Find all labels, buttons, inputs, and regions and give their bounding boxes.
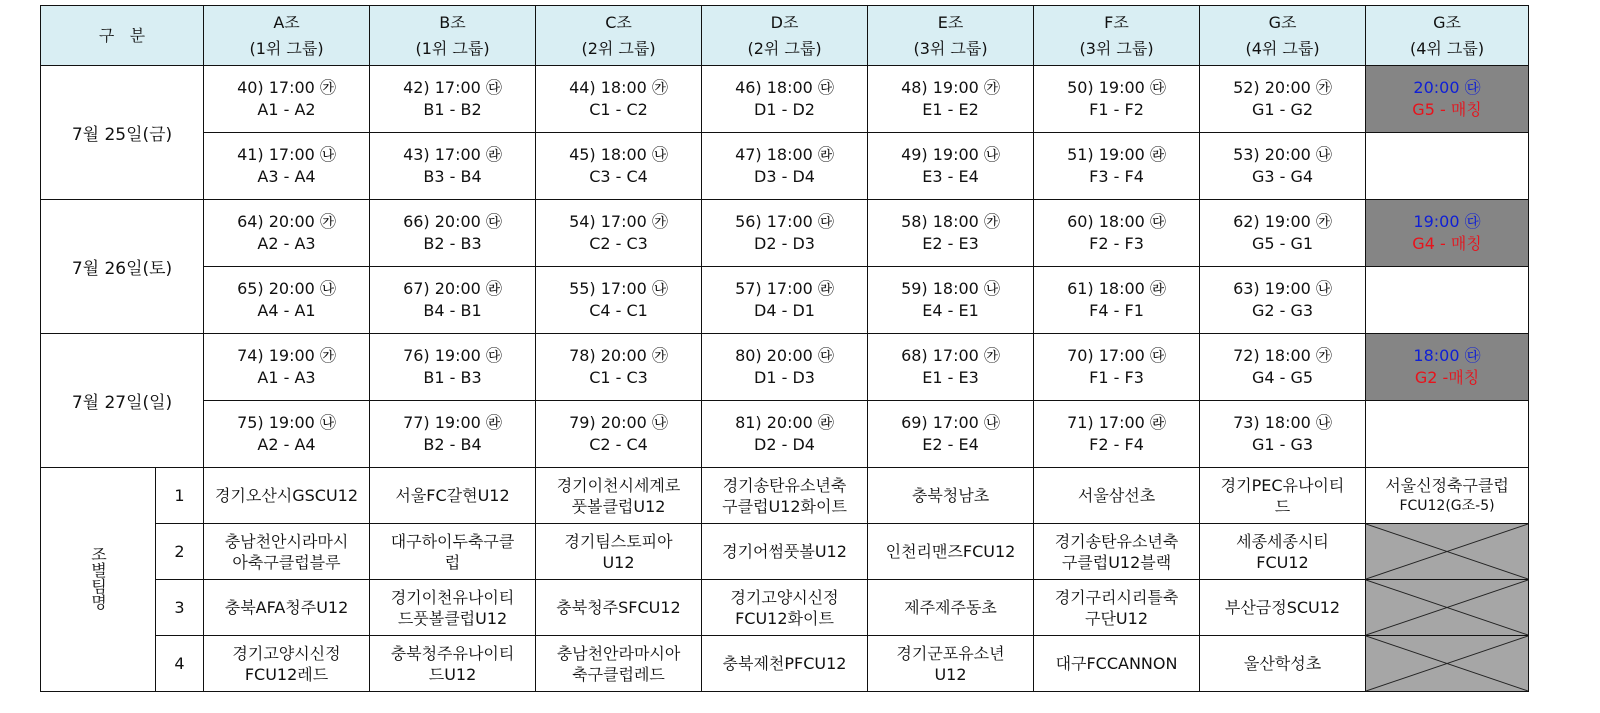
team-name-line: U12: [602, 552, 635, 572]
team-name-cell: [536, 468, 702, 524]
match-time: 59) 18:00 ㉯: [901, 279, 1000, 298]
match-teams: C4 - C1: [589, 301, 648, 320]
match-cell: [536, 133, 702, 200]
match-time: 54) 17:00 ㉮: [569, 212, 668, 231]
match-cell: [1200, 267, 1366, 334]
match-cell: [868, 267, 1034, 334]
team-name-line: 경기이천유나이티: [390, 587, 515, 607]
team-name-line: 충북AFA청주U12: [224, 598, 349, 617]
match-teams: F1 - F3: [1089, 368, 1144, 387]
match-teams: D4 - D1: [754, 301, 815, 320]
match-teams: B3 - B4: [423, 167, 482, 186]
team-name-line: 경기어썸풋볼U12: [722, 542, 847, 561]
team-name-cell: [1034, 524, 1200, 580]
team-name-cell: [536, 580, 702, 636]
team-name-line: 충북제천PFCU12: [722, 654, 847, 673]
match-row: [41, 267, 1529, 334]
crossed-empty-cell: [1366, 524, 1529, 580]
team-name-line: 충북청주SFCU12: [556, 598, 681, 617]
team-name-line: 대구FCCANNON: [1055, 654, 1178, 673]
match-cell: [204, 66, 370, 133]
match-cell: [702, 401, 868, 468]
match-time: 74) 19:00 ㉮: [237, 346, 336, 365]
match-teams: F2 - F4: [1089, 435, 1144, 454]
team-name-cell: [204, 580, 370, 636]
team-rank-number: 3: [156, 580, 204, 636]
match-cell: [1034, 401, 1200, 468]
group-name: F조: [1104, 12, 1129, 32]
group-header: [868, 6, 1034, 66]
match-time: 49) 19:00 ㉯: [901, 145, 1000, 164]
match-time: 71) 17:00 ㉱: [1067, 413, 1166, 432]
match-cell: [204, 200, 370, 267]
group-header: [702, 6, 868, 66]
team-name-line: 경기송탄유소년축: [1054, 531, 1179, 551]
team-name-cell: [702, 580, 868, 636]
team-name-cell: [1200, 524, 1366, 580]
group-rank: (2위 그룹): [581, 38, 656, 58]
match-cell: [536, 401, 702, 468]
group-name: C조: [605, 12, 632, 32]
match-teams: D2 - D4: [754, 435, 815, 454]
match-time: 73) 18:00 ㉯: [1233, 413, 1332, 432]
team-name-cell: [868, 580, 1034, 636]
match-time: 43) 17:00 ㉱: [403, 145, 502, 164]
match-teams: A1 - A2: [257, 100, 316, 119]
match-time: 57) 17:00 ㉱: [735, 279, 834, 298]
group-header: [1366, 6, 1529, 66]
team-name-line: U12: [934, 664, 967, 684]
match-time: 75) 19:00 ㉯: [237, 413, 336, 432]
team-name-line: 럽: [444, 552, 461, 572]
team-row: [41, 468, 1529, 524]
extra-match-time: 20:00 ㉰: [1413, 78, 1481, 97]
team-name-line: 서울FC갈현U12: [395, 486, 510, 505]
team-name-line: 구클럽U12블랙: [1061, 552, 1172, 572]
match-time: 79) 20:00 ㉯: [569, 413, 668, 432]
extra-match-cell: [1366, 200, 1529, 267]
match-cell: [1200, 200, 1366, 267]
match-cell: [536, 334, 702, 401]
match-cell: [536, 66, 702, 133]
match-teams: A2 - A4: [257, 435, 316, 454]
group-rank: (1위 그룹): [249, 38, 324, 58]
team-name-cell: [1366, 468, 1529, 524]
group-header: [204, 6, 370, 66]
match-teams: C2 - C4: [589, 435, 648, 454]
team-name-cell: [370, 580, 536, 636]
match-time: 65) 20:00 ㉯: [237, 279, 336, 298]
extra-match-teams: G5 - 매칭: [1412, 100, 1482, 119]
team-section-label: 조별팀명: [88, 545, 108, 610]
team-name-cell: [1034, 636, 1200, 692]
team-name-cell: [702, 468, 868, 524]
extra-match-time: 19:00 ㉰: [1413, 212, 1481, 231]
match-teams: D1 - D3: [754, 368, 815, 387]
team-name-cell: [536, 636, 702, 692]
match-cell: [702, 133, 868, 200]
match-time: 50) 19:00 ㉰: [1067, 78, 1166, 97]
match-teams: B2 - B3: [423, 234, 482, 253]
team-name-cell: [1034, 580, 1200, 636]
team-name-cell: [1200, 580, 1366, 636]
team-name-cell: [204, 468, 370, 524]
team-name-line: 경기고양시신정: [730, 587, 839, 607]
team-name-line: 세종세종시티: [1236, 531, 1329, 551]
team-name-line: 충남천안시라마시: [224, 531, 349, 551]
match-cell: [1200, 133, 1366, 200]
match-teams: B1 - B2: [423, 100, 482, 119]
match-time: 42) 17:00 ㉰: [403, 78, 502, 97]
match-teams: B2 - B4: [423, 435, 482, 454]
match-date: 7월 25일(금): [41, 66, 204, 200]
match-teams: D2 - D3: [754, 234, 815, 253]
match-teams: E3 - E4: [922, 167, 979, 186]
match-cell: [1200, 401, 1366, 468]
team-name-line: 경기송탄유소년축: [722, 475, 847, 495]
match-time: 80) 20:00 ㉰: [735, 346, 834, 365]
match-time: 55) 17:00 ㉯: [569, 279, 668, 298]
team-rank-number: 2: [156, 524, 204, 580]
match-teams: F4 - F1: [1089, 301, 1144, 320]
team-row: [41, 524, 1529, 580]
match-time: 52) 20:00 ㉮: [1233, 78, 1332, 97]
match-cell: [1034, 133, 1200, 200]
match-cell: [370, 334, 536, 401]
match-cell: [702, 334, 868, 401]
team-name-cell: [702, 636, 868, 692]
group-header: [1034, 6, 1200, 66]
match-teams: G5 - G1: [1251, 234, 1314, 253]
empty-cell: [1366, 267, 1529, 334]
team-name-line: 경기군포유소년: [896, 643, 1005, 663]
match-cell: [536, 200, 702, 267]
crossed-empty-cell: [1366, 580, 1529, 636]
team-name-line: 풋볼클럽U12: [571, 496, 666, 516]
header-row: [41, 6, 1529, 66]
team-section-label-cell: [41, 468, 156, 692]
team-name-cell: [370, 468, 536, 524]
match-time: 53) 20:00 ㉯: [1233, 145, 1332, 164]
match-time: 62) 19:00 ㉮: [1233, 212, 1332, 231]
match-cell: [868, 401, 1034, 468]
extra-match-cell: [1366, 334, 1529, 401]
match-teams: A1 - A3: [257, 368, 316, 387]
match-time: 64) 20:00 ㉮: [237, 212, 336, 231]
match-row: [41, 334, 1529, 401]
team-name-line: 구클럽U12화이트: [722, 496, 847, 516]
team-name-line: 경기이천시세계로: [556, 475, 681, 495]
match-time: 58) 18:00 ㉮: [901, 212, 1000, 231]
match-time: 46) 18:00 ㉰: [735, 78, 834, 97]
match-teams: B4 - B1: [423, 301, 482, 320]
cross-mark-icon: [1366, 580, 1528, 635]
match-teams: G2 - G3: [1251, 301, 1314, 320]
match-teams: C1 - C2: [589, 100, 648, 119]
team-name-line: 울산학성초: [1243, 654, 1322, 673]
match-cell: [1200, 334, 1366, 401]
match-time: 51) 19:00 ㉱: [1067, 145, 1166, 164]
match-cell: [868, 66, 1034, 133]
match-teams: A2 - A3: [257, 234, 316, 253]
group-rank: (2위 그룹): [747, 38, 822, 58]
team-name-line: 인천리맨즈FCU12: [885, 542, 1016, 561]
team-name-line: 충북청주유나이티: [390, 643, 515, 663]
team-name-line: 서울삼선초: [1077, 486, 1156, 505]
match-cell: [868, 200, 1034, 267]
match-time: 40) 17:00 ㉮: [237, 78, 336, 97]
match-time: 78) 20:00 ㉮: [569, 346, 668, 365]
team-name-line: 제주제주동초: [904, 598, 997, 617]
team-name-line: 경기구리시리틀축: [1054, 587, 1179, 607]
match-cell: [204, 133, 370, 200]
schedule-table: [40, 5, 1529, 692]
group-name: G조: [1433, 12, 1461, 32]
team-name-line: 구단U12: [1085, 608, 1148, 628]
group-rank: (1위 그룹): [415, 38, 490, 58]
match-cell: [536, 267, 702, 334]
match-teams: E4 - E1: [922, 301, 979, 320]
team-name-line: 아축구클럽블루: [232, 552, 341, 572]
match-time: 77) 19:00 ㉱: [403, 413, 502, 432]
match-teams: G1 - G3: [1251, 435, 1314, 454]
team-name-line: 부산금정SCU12: [1224, 598, 1341, 617]
team-row: [41, 580, 1529, 636]
group-name: D조: [770, 12, 799, 32]
extra-match-teams: G2 -매칭: [1414, 368, 1480, 387]
group-rank: (4위 그룹): [1409, 38, 1485, 58]
extra-match-cell: [1366, 66, 1529, 133]
team-name-cell: [868, 524, 1034, 580]
group-name: G조: [1268, 12, 1297, 32]
match-time: 45) 18:00 ㉯: [569, 145, 668, 164]
match-cell: [1034, 66, 1200, 133]
match-row: [41, 133, 1529, 200]
group-name: B조: [439, 12, 466, 32]
match-time: 61) 18:00 ㉱: [1067, 279, 1166, 298]
match-time: 68) 17:00 ㉮: [901, 346, 1000, 365]
team-name-line: 드U12: [428, 664, 477, 684]
team-name-line: FCU12(G조-5): [1399, 497, 1495, 514]
team-name-line: FCU12레드: [244, 664, 329, 684]
match-time: 47) 18:00 ㉱: [735, 145, 834, 164]
match-cell: [702, 66, 868, 133]
match-time: 72) 18:00 ㉮: [1233, 346, 1332, 365]
match-row: [41, 200, 1529, 267]
team-name-line: 경기팀스토피아: [564, 531, 673, 551]
match-cell: [1034, 200, 1200, 267]
match-cell: [370, 133, 536, 200]
match-teams: A3 - A4: [257, 167, 316, 186]
match-teams: F2 - F3: [1089, 234, 1144, 253]
match-cell: [204, 401, 370, 468]
match-cell: [868, 334, 1034, 401]
match-time: 66) 20:00 ㉰: [403, 212, 502, 231]
match-teams: D1 - D2: [754, 100, 815, 119]
match-date: 7월 27일(일): [41, 334, 204, 468]
header-label: 구 분: [41, 6, 204, 66]
team-name-cell: [204, 524, 370, 580]
match-row: [41, 401, 1529, 468]
group-rank: (4위 그룹): [1245, 38, 1320, 58]
match-teams: G1 - G2: [1251, 100, 1314, 119]
match-cell: [1200, 66, 1366, 133]
team-name-line: 경기고양시신정: [232, 643, 341, 663]
match-teams: G3 - G4: [1251, 167, 1314, 186]
match-cell: [370, 267, 536, 334]
match-cell: [868, 133, 1034, 200]
match-teams: G4 - G5: [1251, 368, 1314, 387]
match-cell: [370, 200, 536, 267]
team-name-cell: [702, 524, 868, 580]
match-date: 7월 26일(토): [41, 200, 204, 334]
match-time: 63) 19:00 ㉯: [1233, 279, 1332, 298]
cross-mark-icon: [1366, 524, 1528, 579]
empty-cell: [1366, 401, 1529, 468]
group-name: E조: [937, 12, 964, 32]
match-cell: [204, 267, 370, 334]
team-name-cell: [370, 636, 536, 692]
team-name-cell: [370, 524, 536, 580]
match-teams: F3 - F4: [1089, 167, 1144, 186]
match-cell: [370, 66, 536, 133]
match-time: 81) 20:00 ㉱: [735, 413, 834, 432]
match-teams: E2 - E4: [922, 435, 979, 454]
match-time: 76) 19:00 ㉰: [403, 346, 502, 365]
team-name-cell: [868, 636, 1034, 692]
match-teams: E1 - E2: [922, 100, 979, 119]
match-time: 60) 18:00 ㉰: [1067, 212, 1166, 231]
match-cell: [1034, 334, 1200, 401]
team-name-line: 충북청남초: [911, 486, 990, 505]
team-name-cell: [1200, 468, 1366, 524]
match-time: 69) 17:00 ㉯: [901, 413, 1000, 432]
match-teams: C1 - C3: [589, 368, 648, 387]
team-name-cell: [1034, 468, 1200, 524]
match-time: 41) 17:00 ㉯: [237, 145, 336, 164]
group-rank: (3위 그룹): [913, 38, 988, 58]
match-teams: D3 - D4: [754, 167, 815, 186]
team-name-cell: [536, 524, 702, 580]
match-cell: [702, 267, 868, 334]
team-name-line: 서울신정축구클럽: [1385, 475, 1509, 495]
match-time: 48) 19:00 ㉮: [901, 78, 1000, 97]
group-header: [536, 6, 702, 66]
team-name-line: FCU12: [1256, 552, 1309, 572]
team-name-cell: [1200, 636, 1366, 692]
extra-match-time: 18:00 ㉰: [1413, 346, 1481, 365]
match-teams: E1 - E3: [922, 368, 979, 387]
crossed-empty-cell: [1366, 636, 1529, 692]
team-rank-number: 1: [156, 468, 204, 524]
group-header: [370, 6, 536, 66]
team-name-line: 축구클럽레드: [572, 664, 665, 684]
team-name-cell: [868, 468, 1034, 524]
team-name-line: 대구하이두축구클: [390, 531, 515, 551]
empty-cell: [1366, 133, 1529, 200]
match-teams: B1 - B3: [423, 368, 482, 387]
group-name: A조: [273, 12, 300, 32]
team-name-cell: [204, 636, 370, 692]
match-time: 67) 20:00 ㉱: [403, 279, 502, 298]
match-time: 44) 18:00 ㉮: [569, 78, 668, 97]
match-cell: [370, 401, 536, 468]
match-cell: [1034, 267, 1200, 334]
match-teams: E2 - E3: [922, 234, 979, 253]
match-cell: [702, 200, 868, 267]
match-time: 56) 17:00 ㉰: [735, 212, 834, 231]
team-name-line: 드: [1274, 496, 1291, 516]
team-name-line: 경기PEC유나이티: [1220, 475, 1345, 495]
match-teams: A4 - A1: [257, 301, 316, 320]
match-teams: C2 - C3: [589, 234, 648, 253]
group-rank: (3위 그룹): [1079, 38, 1154, 58]
match-row: [41, 66, 1529, 133]
cross-mark-icon: [1366, 636, 1528, 691]
team-name-line: 드풋볼클럽U12: [397, 608, 508, 628]
match-cell: [204, 334, 370, 401]
team-name-line: 충남천안라마시아: [556, 643, 681, 663]
match-teams: C3 - C4: [589, 167, 648, 186]
group-header: [1200, 6, 1366, 66]
extra-match-teams: G4 - 매칭: [1412, 234, 1482, 253]
team-name-line: FCU12화이트: [735, 608, 834, 628]
match-time: 70) 17:00 ㉰: [1067, 346, 1166, 365]
match-teams: F1 - F2: [1089, 100, 1144, 119]
team-name-line: 경기오산시GSCU12: [214, 486, 359, 505]
team-row: [41, 636, 1529, 692]
team-rank-number: 4: [156, 636, 204, 692]
